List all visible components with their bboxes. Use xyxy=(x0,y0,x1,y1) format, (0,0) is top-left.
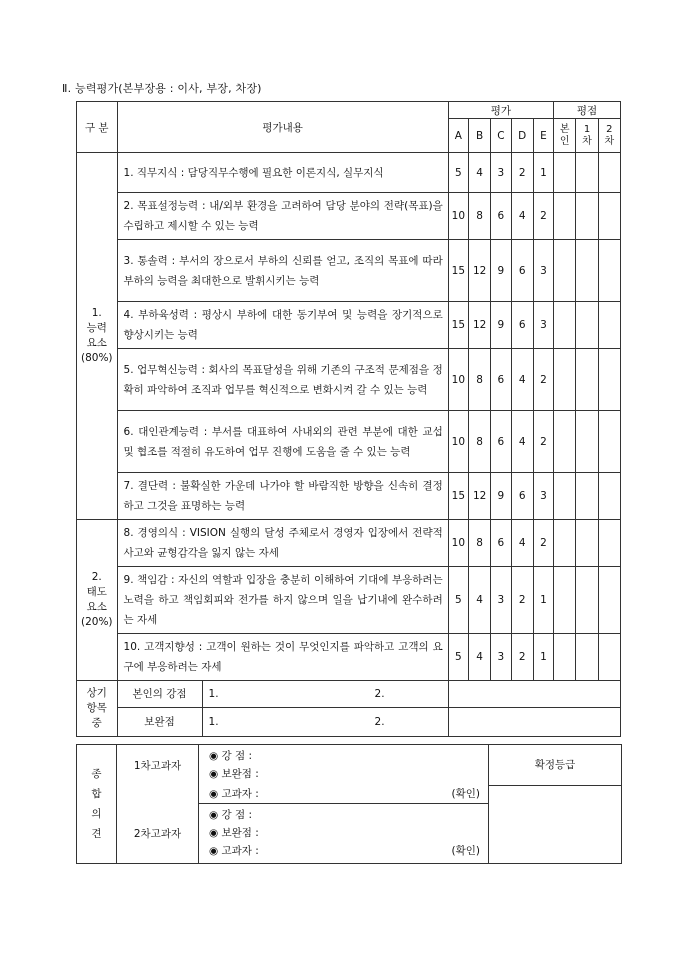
reviewer-1-name: 1차고과자 xyxy=(117,745,199,786)
eval-row xyxy=(77,193,621,240)
eval-row xyxy=(77,411,621,473)
grade-score: 10 xyxy=(448,411,468,473)
grade-score: 6 xyxy=(511,473,533,520)
reviewer-1-strength: ◉ 강 점 : xyxy=(209,750,252,762)
score-self: 본 인 xyxy=(554,119,576,153)
grade-score: 2 xyxy=(533,349,553,411)
grade-score: 4 xyxy=(511,411,533,473)
reviewer-1-rater-row xyxy=(199,785,488,803)
weakness-label: 보완점 xyxy=(118,708,203,736)
score-input-cell[interactable] xyxy=(576,349,598,411)
grade-score: 3 xyxy=(491,153,511,193)
grade-score: 5 xyxy=(448,567,468,634)
grade-score: 10 xyxy=(448,349,468,411)
section-title: Ⅱ. 능력평가(본부장용 : 이사, 부장, 차장) xyxy=(62,82,262,95)
reviewer-1-block xyxy=(199,745,489,786)
eval-row xyxy=(77,473,621,520)
summary-table xyxy=(76,744,622,864)
score-input-cell[interactable] xyxy=(576,240,598,302)
eval-row xyxy=(77,567,621,634)
grade-score: 10 xyxy=(448,193,468,240)
grade-score: 8 xyxy=(468,193,490,240)
reviewer-2-name: 2차고과자 xyxy=(117,803,199,863)
grade-score: 3 xyxy=(533,302,553,349)
grade-score: 6 xyxy=(491,411,511,473)
reviewer-2-block xyxy=(199,803,488,863)
score-input-cell[interactable] xyxy=(576,473,598,520)
score-input-cell[interactable] xyxy=(554,520,576,567)
reviewer-1-confirm: (확인) xyxy=(451,788,480,800)
item-description: 5. 업무혁신능력 : 회사의 목표달성을 위해 기존의 구조적 문제점을 정확히 파악하여 조직과 업무를 혁신적으로 변화시켜 갈 수 있는 능력 xyxy=(117,349,448,411)
grade-score: 2 xyxy=(533,520,553,567)
score-input-cell[interactable] xyxy=(598,411,620,473)
grade-score: 9 xyxy=(491,302,511,349)
score-second: 2 차 xyxy=(598,119,620,153)
grade-c: C xyxy=(491,119,511,153)
score-input-cell[interactable] xyxy=(554,240,576,302)
grade-score: 15 xyxy=(448,473,468,520)
score-first: 1 차 xyxy=(576,119,598,153)
grade-score: 1 xyxy=(533,634,553,681)
score-input-cell[interactable] xyxy=(554,302,576,349)
grade-d: D xyxy=(511,119,533,153)
grade-score: 4 xyxy=(511,349,533,411)
item-description: 10. 고객지향성 : 고객이 원하는 것이 무엇인지를 파악하고 고객의 요구에 부응하려는 자세 xyxy=(117,634,448,681)
score-input-cell[interactable] xyxy=(598,473,620,520)
reviewer-1-rater: ◉ 고과자 : xyxy=(209,788,259,800)
grade-score: 15 xyxy=(448,302,468,349)
score-input-cell[interactable] xyxy=(598,193,620,240)
grade-score: 6 xyxy=(491,193,511,240)
grade-score: 4 xyxy=(468,567,490,634)
score-input-cell[interactable] xyxy=(598,240,620,302)
weakness-second: 2. xyxy=(374,716,385,728)
item-description: 7. 결단력 : 불확실한 가운데 나가야 할 바람직한 방향을 신속히 결정하고 그것을 표명하는 능력 xyxy=(117,473,448,520)
grade-score: 4 xyxy=(511,520,533,567)
grade-score: 5 xyxy=(448,634,468,681)
grade-score: 6 xyxy=(491,349,511,411)
item-description: 2. 목표설정능력 : 내/외부 환경을 고려하여 담당 분야의 전략(목표)을 수립하고 제시할 수 있는 능력 xyxy=(117,193,448,240)
grade-score: 2 xyxy=(511,634,533,681)
score-input-cell[interactable] xyxy=(576,153,598,193)
score-input-cell[interactable] xyxy=(598,302,620,349)
summary-label: 종 합 의 견 xyxy=(77,745,117,864)
weakness-first: 1. xyxy=(208,716,219,728)
item-description: 6. 대인관계능력 : 부서를 대표하여 사내외의 관련 부분에 대한 교섭 및 협조를 적절히 유도하여 업무 진행에 도움을 줄 수 있는 능력 xyxy=(117,411,448,473)
score-input-cell[interactable] xyxy=(576,634,598,681)
score-input-cell[interactable] xyxy=(554,634,576,681)
group-label: 2. 태도 요소 (20%) xyxy=(77,520,118,681)
reviewer-2-rater: ◉ 고과자 : xyxy=(209,845,259,857)
grade-b: B xyxy=(468,119,490,153)
grade-score: 1 xyxy=(533,567,553,634)
grade-score: 2 xyxy=(511,567,533,634)
score-input-cell[interactable] xyxy=(598,634,620,681)
reviewer-1-weakness: ◉ 보완점 : xyxy=(209,768,259,780)
grade-score: 3 xyxy=(491,567,511,634)
grade-score: 6 xyxy=(511,302,533,349)
score-input-cell[interactable] xyxy=(598,567,620,634)
item-description: 1. 직무지식 : 담당직무수행에 필요한 이론지식, 실무지식 xyxy=(117,153,448,193)
grade-score: 2 xyxy=(511,153,533,193)
reviewer-2-confirm: (확인) xyxy=(451,845,480,857)
item-description: 9. 책임감 : 자신의 역할과 입장을 충분히 이해하여 기대에 부응하려는 노력을 하고 책임회피와 전가를 하지 않으며 일을 납기내에 완수하려는 자세 xyxy=(117,567,448,634)
score-input-cell[interactable] xyxy=(576,193,598,240)
final-grade-header: 확정등급 xyxy=(489,745,622,786)
eval-row xyxy=(77,634,621,681)
item-description: 8. 경영의식 : VISION 실행의 달성 주체로서 경영자 입장에서 전략적 사고와 균형감각을 잃지 않는 자세 xyxy=(117,520,448,567)
item-description: 3. 통솔력 : 부서의 장으로서 부하의 신뢰를 얻고, 조직의 목표에 따라 부하의 능력을 최대한으로 발휘시키는 능력 xyxy=(117,240,448,302)
grade-score: 12 xyxy=(468,473,490,520)
grade-score: 6 xyxy=(511,240,533,302)
score-input-cell[interactable] xyxy=(598,349,620,411)
eval-row xyxy=(77,302,621,349)
evaluation-table xyxy=(76,101,621,737)
grade-score: 2 xyxy=(533,193,553,240)
grade-score: 1 xyxy=(533,153,553,193)
header-category: 구 분 xyxy=(77,102,118,153)
score-input-cell[interactable] xyxy=(576,520,598,567)
group-label: 1. 능력 요소 (80%) xyxy=(77,153,118,520)
eval-row xyxy=(77,153,621,193)
reviewer-2-strength: ◉ 강 점 : xyxy=(209,809,252,821)
score-input-cell[interactable] xyxy=(554,193,576,240)
eval-row xyxy=(77,349,621,411)
score-input-cell[interactable] xyxy=(598,153,620,193)
grade-score: 10 xyxy=(448,520,468,567)
grade-score: 4 xyxy=(511,193,533,240)
strength-first: 1. xyxy=(208,688,219,700)
notes-row-strength xyxy=(117,681,448,708)
score-input-cell[interactable] xyxy=(554,349,576,411)
score-input-cell[interactable] xyxy=(576,567,598,634)
grade-a: A xyxy=(448,119,468,153)
grade-score: 8 xyxy=(468,411,490,473)
final-grade-box xyxy=(489,785,622,864)
grade-score: 8 xyxy=(468,520,490,567)
reviewer-2-rater-row xyxy=(199,842,488,860)
item-description: 4. 부하육성력 : 평상시 부하에 대한 동기부여 및 능력을 장기적으로 향상시키는 능력 xyxy=(117,302,448,349)
grade-score: 4 xyxy=(468,153,490,193)
grade-score: 8 xyxy=(468,349,490,411)
grade-score: 6 xyxy=(491,520,511,567)
strength-label: 본인의 강점 xyxy=(118,681,203,707)
grade-score: 9 xyxy=(491,240,511,302)
score-input-cell[interactable] xyxy=(554,567,576,634)
grade-score: 3 xyxy=(533,473,553,520)
score-input-cell[interactable] xyxy=(554,153,576,193)
header-score: 평점 xyxy=(554,102,621,119)
grade-score: 3 xyxy=(491,634,511,681)
score-input-cell[interactable] xyxy=(576,302,598,349)
score-input-cell[interactable] xyxy=(554,411,576,473)
grade-score: 12 xyxy=(468,302,490,349)
score-input-cell[interactable] xyxy=(576,411,598,473)
grade-score: 5 xyxy=(448,153,468,193)
eval-row xyxy=(77,520,621,567)
header-eval: 평가 xyxy=(448,102,553,119)
eval-row xyxy=(77,240,621,302)
strength-second: 2. xyxy=(374,688,385,700)
grade-score: 9 xyxy=(491,473,511,520)
notes-row-weakness xyxy=(117,708,448,737)
grade-score: 15 xyxy=(448,240,468,302)
grade-score: 4 xyxy=(468,634,490,681)
header-content: 평가내용 xyxy=(117,102,448,153)
score-input-cell[interactable] xyxy=(554,473,576,520)
grade-score: 2 xyxy=(533,411,553,473)
score-input-cell[interactable] xyxy=(598,520,620,567)
grade-score: 3 xyxy=(533,240,553,302)
reviewer-2-weakness: ◉ 보완점 : xyxy=(209,827,259,839)
notes-label: 상기 항목 중 xyxy=(77,681,118,737)
grade-score: 12 xyxy=(468,240,490,302)
grade-e: E xyxy=(533,119,553,153)
